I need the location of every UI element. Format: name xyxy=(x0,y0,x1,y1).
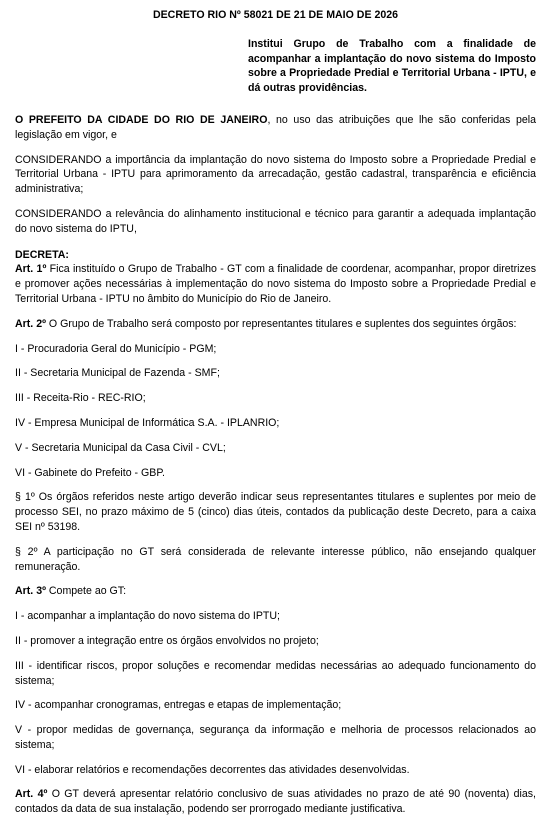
article-2-paragraph-2: § 2º A participação no GT será considerada de relevante interesse público, não ensejando qualquer remuneração. xyxy=(15,545,536,573)
article-2-item: V - Secretaria Municipal da Casa Civil - CVL; xyxy=(15,441,226,454)
article-3-label: Art. 3º xyxy=(15,585,46,598)
preamble-authority: O PREFEITO DA CIDADE DO RIO DE JANEIRO xyxy=(15,113,268,126)
article-4-text: O GT deverá apresentar relatório conclusivo de suas atividades no prazo de até 90 (noventa) dias, contados da data de sua instalação, podendo ser prorrogado mediante justificativa. xyxy=(15,788,536,816)
article-2-item: III - Receita-Rio - REC-RIO; xyxy=(15,392,146,405)
article-2-item: II - Secretaria Municipal de Fazenda - SMF; xyxy=(15,367,220,380)
decree-summary: Institui Grupo de Trabalho com a finalidade de acompanhar a implantação do novo sistema do Imposto sobre a Propriedade Predial e Territorial Urbana - IPTU, e dá outras providências. xyxy=(248,37,536,95)
decree-document xyxy=(15,8,536,827)
decree-title: DECRETO RIO Nº 58021 DE 21 DE MAIO DE 2026 xyxy=(152,9,399,21)
decreta-heading: DECRETA: xyxy=(15,248,69,261)
article-3 xyxy=(15,584,536,599)
article-3-item: IV - acompanhar cronogramas, entregas e etapas de implementação; xyxy=(15,699,342,712)
article-3-item: II - promover a integração entre os órgãos envolvidos no projeto; xyxy=(15,634,319,647)
article-1-text: Fica instituído o Grupo de Trabalho - GT com a finalidade de coordenar, acompanhar, propor diretrizes e promover ações necessárias à implementação do novo sistema do Imposto sobre a Propriedade Predial e Territorial Urbana - IPTU no âmbito do Município do Rio de Janeiro. xyxy=(15,263,536,305)
article-2-item: I - Procuradoria Geral do Município - PGM; xyxy=(15,342,217,355)
article-4 xyxy=(15,787,536,817)
article-3-item: III - identificar riscos, propor soluções e recomendar medidas necessárias ao adequado funcionamento do sistema; xyxy=(15,659,536,687)
article-2-item: IV - Empresa Municipal de Informática S.A. - IPLANRIO; xyxy=(15,416,280,429)
article-2 xyxy=(15,317,536,332)
article-3-item: I - acompanhar a implantação do novo sistema do IPTU; xyxy=(15,610,280,623)
article-1-label: Art. 1º xyxy=(15,263,47,276)
article-3-text: Compete ao GT: xyxy=(45,585,127,598)
article-2-item: VI - Gabinete do Prefeito - GBP. xyxy=(15,466,165,479)
preamble xyxy=(15,113,536,143)
article-2-text: O Grupo de Trabalho será composto por representantes titulares e suplentes dos seguintes órgãos: xyxy=(45,317,517,330)
article-3-item: V - propor medidas de governança, segurança da informação e melhoria de processos relacionados ao sistema; xyxy=(15,724,536,751)
considerando-2: CONSIDERANDO a relevância do alinhamento institucional e técnico para garantir a adequada implantação do novo sistema do IPTU, xyxy=(15,207,536,235)
article-3-item: VI - elaborar relatórios e recomendações decorrentes das atividades desenvolvidas. xyxy=(15,763,410,776)
article-2-paragraph-1: § 1º Os órgãos referidos neste artigo deverão indicar seus representantes titulares e suplentes por meio de processo SEI, no prazo máximo de 5 (cinco) dias úteis, contados da publicação deste Decreto, para a caixa SEI nº 53198. xyxy=(15,491,536,533)
article-2-label: Art. 2º xyxy=(15,317,46,330)
considerando-1: CONSIDERANDO a importância da implantação do novo sistema do Imposto sobre a Propriedade Predial e Territorial Urbana - IPTU para aprimoramento da arrecadação, gestão cadastral, transparência e eficiência administrativa; xyxy=(15,153,536,196)
preamble-text: , no uso das atribuições que lhe são conferidas pela legislação em vigor, e xyxy=(15,113,536,141)
article-1 xyxy=(15,262,536,306)
article-4-label: Art. 4º xyxy=(15,788,48,801)
